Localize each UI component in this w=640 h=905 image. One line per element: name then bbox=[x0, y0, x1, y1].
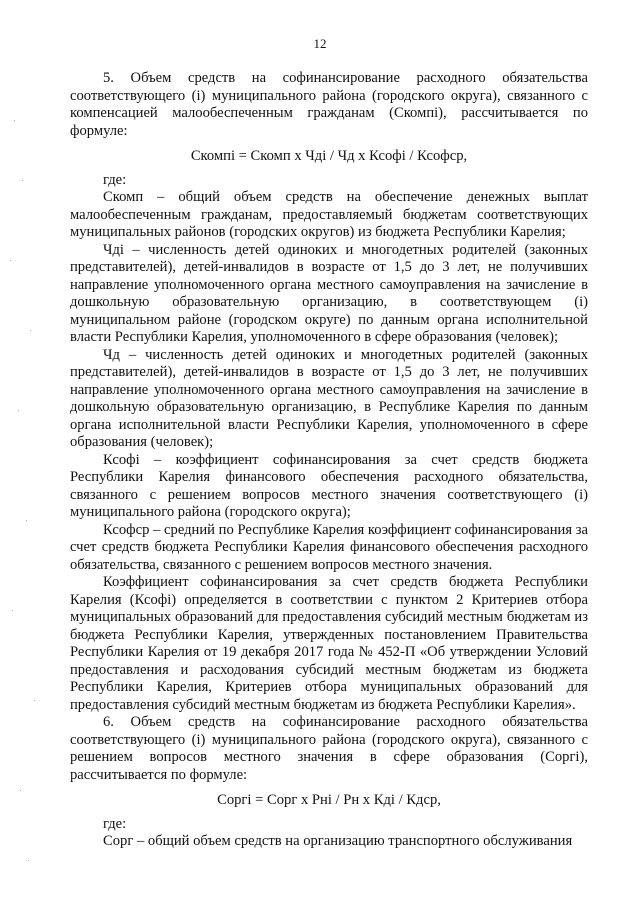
definition-ksofi: Ксофi – коэффициент софинансирования за счет средств бюджета Республики Карелия финансового обеспечения расходного обязательства, связанного с решением вопросов местного значения соответствующего (i) муниципального района (городского округа); bbox=[70, 451, 588, 520]
definition-skomp: Скомп – общий объем средств на обеспечение денежных выплат малообеспеченным гражданам, предоставляемый бюджетам соответствующих муниципальных районов (городских округов) из бюджета Республики Карелия; bbox=[70, 189, 588, 240]
paragraph-coefficient: Коэффициент софинансирования за счет средств бюджета Республики Карелия (Ксофi) определяется в соответствии с пунктом 2 Критериев отбора муниципальных образований для предоставления субсидий местным бюджетам из бюджета Республики Карелия, утвержденных постановлением Правительства Республики Карелия от 19 декабря 2017 года № 452-П «Об утверждении Условий предоставления и расходования субсидий местным бюджетам из бюджета Республики Карелия, Критериев отбора муниципальных образований для предоставления субсидий местным бюджетам из бюджета Республики Карелия». bbox=[70, 574, 588, 713]
formula-skomp: Скомпi = Скомп x Чдi / Чд x Ксофi / Ксофср, bbox=[190, 148, 468, 164]
definition-ksofsr: Ксофср – средний по Республике Карелия коэффициент софинансирования за счет средств бюджета Республики Карелия финансового обеспечения расходного обязательства, связанного с решением вопросов местного значения. bbox=[70, 521, 588, 573]
page-number: 12 bbox=[313, 36, 327, 51]
paragraph-item-6-intro: 6. Объем средств на софинансирование расходного обязательства соответствующего (i) муниципального района (городского округа), связанного с решением вопросов местного значения в сфере образования (Соргi), рассчитывается по формуле: bbox=[70, 714, 588, 783]
definition-chdi: Чдi – численность детей одиноких и многодетных родителей (законных представителей), детей-инвалидов в возрасте от 1,5 до 3 лет, не получивших направление уполномоченного органа местного самоуправления на зачисление в дошкольную образовательную организацию, в соответствующем (i) муниципальном районе (городском округе) по данным органа исполнительной власти Республики Карелия, уполномоченного в сфере образования (человек); bbox=[70, 241, 588, 345]
formula-sorg: Соргi = Сорг x Рнi / Рн x Кдi / Кдср, bbox=[217, 792, 441, 808]
definition-sorg: Сорг – общий объем средств на организацию транспортного обслуживания bbox=[103, 833, 573, 849]
document-body bbox=[70, 70, 588, 851]
where-label-2: где: bbox=[103, 815, 127, 832]
definition-chd: Чд – численность детей одиноких и многодетных родителей (законных представителей), детей-инвалидов в возрасте от 1,5 до 3 лет, не получивших направление уполномоченного органа местного самоуправления на зачисление в дошкольную образовательную организацию, в Республике Карелия по данным органа исполнительной власти Республики Карелия, уполномоченного в сфере образования (человек); bbox=[70, 346, 588, 450]
paragraph-item-5-intro: 5. Объем средств на софинансирование расходного обязательства соответствующего (i) муниципального района (городского округа), связанного с компенсацией малообеспеченным гражданам (Скомпi), рассчитывается по формуле: bbox=[70, 70, 588, 139]
where-label: где: bbox=[103, 171, 127, 188]
